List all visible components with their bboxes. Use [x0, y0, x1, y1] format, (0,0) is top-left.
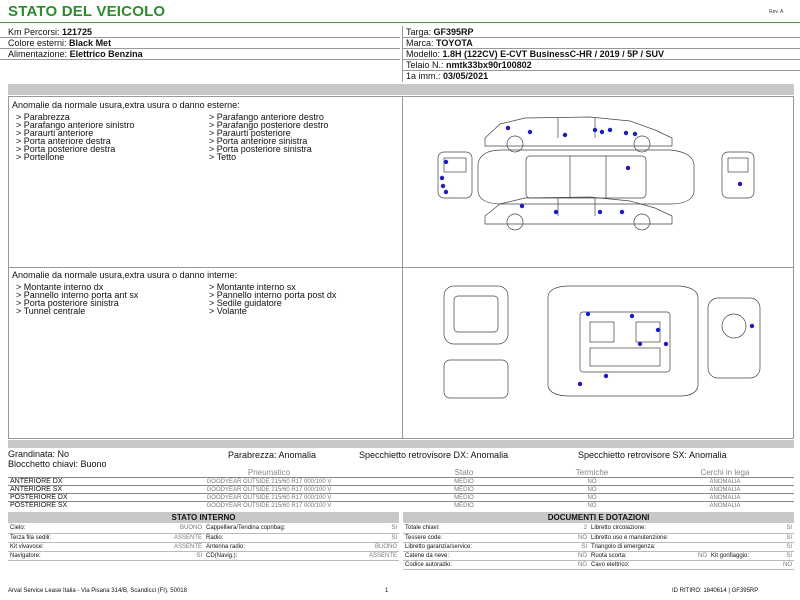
- damage-marker: [440, 176, 444, 180]
- info-left: [8, 27, 143, 60]
- documenti-table: [403, 524, 794, 570]
- table-row: POSTERIORE SX GOODYEAR OUTSIDE 215/60 R17 000/100 V MEDIO NO ANOMALIA: [8, 502, 794, 510]
- registration-value: 03/05/2021: [443, 71, 489, 81]
- damage-marker: [598, 210, 602, 214]
- km-row: Km Percorsi: 121725: [8, 27, 93, 37]
- damage-marker: [586, 312, 590, 316]
- table-row: ANTERIORE SX GOODYEAR OUTSIDE 215/60 R17 000/100 V MEDIO NO ANOMALIA: [8, 486, 794, 494]
- table-row: Codice autoradio: NO Cavo elettrico: NO: [405, 561, 792, 568]
- tyres-header-row: [8, 468, 794, 478]
- damage-marker: [664, 342, 668, 346]
- damage-marker: [630, 314, 634, 318]
- vin-row: Telaio N.: nmtk33bx90r100802: [406, 60, 532, 70]
- damage-marker: [444, 160, 448, 164]
- table-row: Terza fila sedili: ASSENTE Radio: SI: [10, 534, 397, 541]
- table-row: Navigatore: SI CD(Navig.): ASSENTE: [10, 552, 397, 559]
- model-row: Modello: 1.8H (122CV) E-CVT BusinessC-HR / 2019 / 5P / SUV: [406, 49, 664, 59]
- internal-list-col1: > Montante interno dx > Pannello interno porta ant sx > Porta posteriore sinistra > Tunnel centrale: [16, 282, 139, 316]
- section-divider-bar: [8, 84, 794, 95]
- damage-marker: [506, 126, 510, 130]
- damage-marker: [578, 382, 582, 386]
- damage-marker: [600, 130, 604, 134]
- footer-id: ID RITIRO: 1840614 | GF395RP: [672, 588, 759, 594]
- page-title: STATO DEL VEICOLO: [8, 3, 166, 20]
- damage-marker: [441, 184, 445, 188]
- damage-marker: [750, 324, 754, 328]
- status-block: [8, 450, 69, 459]
- external-list-col1: > Parabrezza > Parafango anteriore sinistro > Paraurti anteriore > Porta anteriore destra > Porta posteriore destra > Portellone: [16, 112, 135, 162]
- tyres-table: [8, 468, 794, 510]
- footer-company: Arval Service Lease Italia - Via Pisana 314/B, Scandicci (FI), 50018: [8, 588, 187, 594]
- external-heading: Anomalie da normale usura,extra usura o danno esterne:: [12, 100, 240, 110]
- damage-marker: [608, 128, 612, 132]
- registration-row: 1a imm.: 03/05/2021: [406, 71, 489, 81]
- damage-marker: [656, 328, 660, 332]
- table-row: Cielo: BUONO Cappelliera/Tendina copribag: SI: [10, 525, 397, 532]
- color-row: Colore esterni: Black Met: [8, 38, 112, 48]
- external-list-col2: > Parafango anteriore destro > Parafango posteriore destro > Paraurti posteriore > Porta anteriore sinistra > Porta posteriore sinistra > Tetto: [209, 112, 329, 162]
- damage-marker: [554, 210, 558, 214]
- col-termiche: Termiche: [575, 468, 609, 477]
- color-value: Black Met: [69, 38, 112, 48]
- mirror-dx-status: Specchietto retrovisore DX: Anomalia: [359, 450, 509, 460]
- table-row: ANTERIORE DX GOODYEAR OUTSIDE 215/60 R17 000/100 V MEDIO NO ANOMALIA: [8, 478, 794, 486]
- stato-interno-table: [8, 524, 399, 561]
- table-row: Catene da neve: NO Ruota scorta: NO Kit gonfiaggio: SI: [405, 552, 792, 559]
- damage-marker: [624, 131, 628, 135]
- info-right: [406, 27, 664, 82]
- damage-marker: [593, 128, 597, 132]
- stato-interno-heading: STATO INTERNO: [8, 512, 399, 523]
- table-row: Kit vivavoce: ASSENTE Antenna radio: BUONO: [10, 543, 397, 550]
- header-divider: [0, 22, 800, 23]
- brand-value: TOYOTA: [436, 38, 473, 48]
- grandinata-status: Grandinata: No: [8, 449, 70, 459]
- vin-value: nmtk33bx90r100802: [446, 60, 532, 70]
- interior-car-diagram: [440, 282, 764, 402]
- footer-page-number: 1: [385, 588, 389, 594]
- model-value: 1.8H (122CV) E-CVT BusinessC-HR / 2019 / 5P / SUV: [442, 49, 664, 59]
- documenti-heading: DOCUMENTI E DOTAZIONI: [403, 512, 794, 523]
- exterior-car-diagram: [430, 108, 762, 236]
- key-block-status: Blocchetto chiavi: Buono: [8, 459, 107, 469]
- damage-marker: [520, 204, 524, 208]
- damage-marker: [528, 130, 532, 134]
- internal-list-col2: > Montante interno sx > Pannello interno porta post dx > Sedile guidatore > Volante: [209, 282, 337, 316]
- table-row: Totale chiavi: 2 Libretto circolazione: SI: [405, 525, 792, 532]
- internal-heading: Anomalie da normale usura,extra usura o danno interne:: [12, 270, 238, 280]
- col-pneumatico: Pneumatico: [247, 468, 291, 477]
- damage-marker: [633, 132, 637, 136]
- damage-marker: [620, 210, 624, 214]
- damage-marker: [563, 133, 567, 137]
- damage-marker: [626, 166, 630, 170]
- damage-marker: [444, 190, 448, 194]
- col-stato: Stato: [454, 468, 474, 477]
- table-row: Libretto garanzia/service: SI Triangolo di emergenza: SI: [405, 543, 792, 550]
- revision-label: Rev. A: [769, 9, 784, 15]
- col-cerchi: Cerchi in lega: [700, 468, 750, 477]
- damage-marker: [738, 182, 742, 186]
- km-value: 121725: [62, 27, 93, 37]
- mirror-sx-status: Specchietto retrovisore SX: Anomalia: [578, 450, 727, 460]
- interior-damage-markers: [578, 312, 754, 386]
- plate-value: GF395RP: [433, 27, 474, 37]
- damage-marker: [638, 342, 642, 346]
- plate-row: Targa: GF395RP: [406, 27, 474, 37]
- fuel-row: Alimentazione: Elettrico Benzina: [8, 49, 143, 59]
- damage-marker: [604, 374, 608, 378]
- fuel-value: Elettrico Benzina: [69, 49, 143, 59]
- table-row: POSTERIORE DX GOODYEAR OUTSIDE 215/60 R17 000/100 V MEDIO NO ANOMALIA: [8, 494, 794, 502]
- table-row: Tessere code: NO Libretto uso e manutenzione: SI: [405, 534, 792, 541]
- parabrezza-status: Parabrezza: Anomalia: [228, 450, 317, 460]
- brand-row: Marca: TOYOTA: [406, 38, 473, 48]
